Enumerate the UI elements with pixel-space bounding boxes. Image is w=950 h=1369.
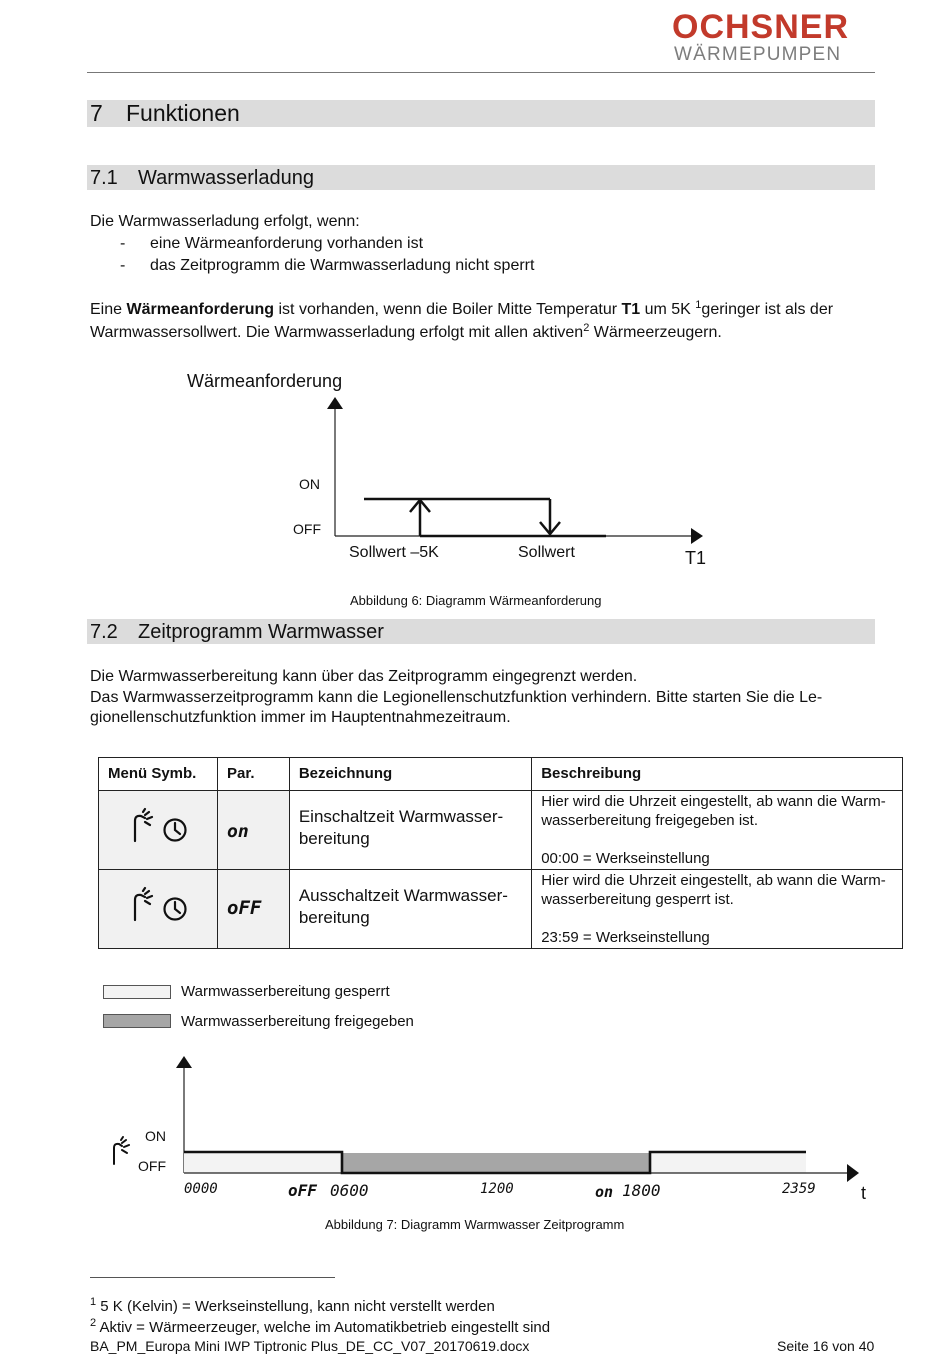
bullet-item: das Zeitprogramm die Warmwasserladung nicht sperrt [150,257,535,274]
footer-document-name: BA_PM_Europa Mini IWP Tiptronic Plus_DE_CC_V07_20170619.docx [90,1338,530,1354]
table-row [99,870,903,949]
intro-text: Die Warmwasserladung erfolgt, wenn: [90,213,360,230]
x-tick-label: Sollwert [518,544,575,561]
description-cell [532,791,903,870]
x-axis-label: T1 [685,548,707,568]
heat-demand-diagram [0,0,950,620]
parameter-table [98,757,903,949]
designation-cell [289,870,531,949]
y-axis [327,397,343,536]
bullet-dash: - [120,257,126,274]
shower-icon [114,1137,129,1164]
text-run: Wärmeerzeugern. [589,324,722,341]
company-logo-subtitle: WÄRMEPUMPEN [674,44,842,65]
bold-term: Wärmeanforderung [126,301,275,318]
menu-symbol-cell [99,791,218,870]
designation-text: bereitung [298,908,370,927]
legend-label: Warmwasserbereitung gesperrt [181,983,390,1000]
blocked-period [184,1153,342,1173]
footnote-text: 5 K (Kelvin) = Werkseinstellung, kann nicht verstellt werden [96,1298,495,1315]
subsection-number: 7.2 [90,621,118,643]
parameter-cell [218,870,290,949]
designation-text: Einschaltzeit Warmwasser- [298,807,504,826]
parameter-cell [218,791,290,870]
time-label: 1200 [480,1181,514,1197]
text-run: geringer ist als der [701,301,834,318]
description-text: Hier wird die Uhrzeit eingestellt, ab wann die Warm- [541,872,886,889]
bullet-dash: - [120,235,126,252]
time-label: 0000 [184,1181,218,1197]
paragraph-line: gionellenschutzfunktion immer im Hauptentnahmezeitraum. [90,709,511,726]
footnote-divider [90,1277,335,1278]
text-run: Warmwassersollwert. Die Warmwasserladung erfolgt mit allen aktiven [90,324,584,341]
text-run: Eine [90,301,127,318]
bullet-item: eine Wärmeanforderung vorhanden ist [150,235,424,252]
column-header: Menü Symb. [99,758,218,791]
designation-text: Ausschaltzeit Warmwasser- [298,886,508,905]
description-cell [532,870,903,949]
hot-water-clock-icon [99,870,217,948]
company-logo: OCHSNER [672,8,850,46]
description-text: 00:00 = Werkseinstellung [541,850,710,867]
text-run: ist vorhanden, wenn die Boiler Mitte Temperatur [274,301,622,318]
footnote-mark: 1 [90,1296,97,1308]
legend-swatch-released [103,1014,171,1028]
on-label: ON [145,1128,166,1144]
diagram-title: Wärmeanforderung [187,371,343,391]
menu-symbol-cell [99,870,218,949]
off-label: OFF [293,521,321,537]
footnote-ref[interactable]: 1 [695,299,702,311]
table-header-row [99,758,903,791]
legend-swatch-blocked [103,985,171,999]
page-number: Seite 16 von 40 [777,1338,875,1354]
legend-label: Warmwasserbereitung freigegeben [181,1013,414,1030]
paragraph-line: Das Warmwasserzeitprogramm kann die Legionellenschutzfunktion verhindern. Bitte starten Sie die Le- [90,689,823,706]
subsection-number: 7.1 [90,167,118,189]
hot-water-clock-icon [99,791,217,869]
time-label: 2359 [782,1181,816,1197]
footnote [90,1319,550,1336]
switch-label: oFF [288,1181,317,1200]
figure-caption: Abbildung 6: Diagramm Wärmeanforderung [350,593,602,608]
table-row [99,791,903,870]
subsection-title: Warmwasserladung [138,167,314,189]
param-code: on [227,821,249,842]
switch-label: on [595,1183,614,1201]
bold-term: T1 [621,301,641,318]
figure-caption: Abbildung 7: Diagramm Warmwasser Zeitprogramm [325,1217,625,1232]
hysteresis-curve [364,499,606,536]
description-text: wasserbereitung gesperrt ist. [541,891,734,908]
subsection-heading-7-2 [87,619,875,644]
footnote [90,1298,495,1315]
paragraph-line: Die Warmwasserbereitung kann über das Zeitprogramm eingegrenzt werden. [90,668,638,685]
time-label: 0600 [330,1181,369,1200]
on-label: ON [299,476,320,492]
blocked-period [650,1153,806,1173]
description-text: 23:59 = Werkseinstellung [541,929,710,946]
column-header: Par. [218,758,290,791]
released-period [342,1153,650,1173]
section-title: Funktionen [126,100,240,126]
section-number: 7 [90,100,103,126]
column-header: Beschreibung [532,758,903,791]
column-header: Bezeichnung [289,758,531,791]
description-text: Hier wird die Uhrzeit eingestellt, ab wann die Warm- [541,793,886,810]
description-text: wasserbereitung freigegeben ist. [541,812,758,829]
footnote-ref[interactable]: 2 [583,322,590,334]
designation-cell [289,791,531,870]
footnote-text: Aktiv = Wärmeerzeuger, welche im Automatikbetrieb eingestellt sind [96,1319,551,1336]
footnote-mark: 2 [90,1317,97,1329]
subsection-title: Zeitprogramm Warmwasser [138,621,384,643]
x-tick-label: Sollwert –5K [349,544,439,561]
text-run: um 5K [640,301,696,318]
designation-text: bereitung [298,829,370,848]
off-label: OFF [138,1158,166,1174]
param-code: oFF [227,897,262,919]
time-label: 1800 [622,1181,661,1200]
x-axis-label: t [861,1183,867,1203]
